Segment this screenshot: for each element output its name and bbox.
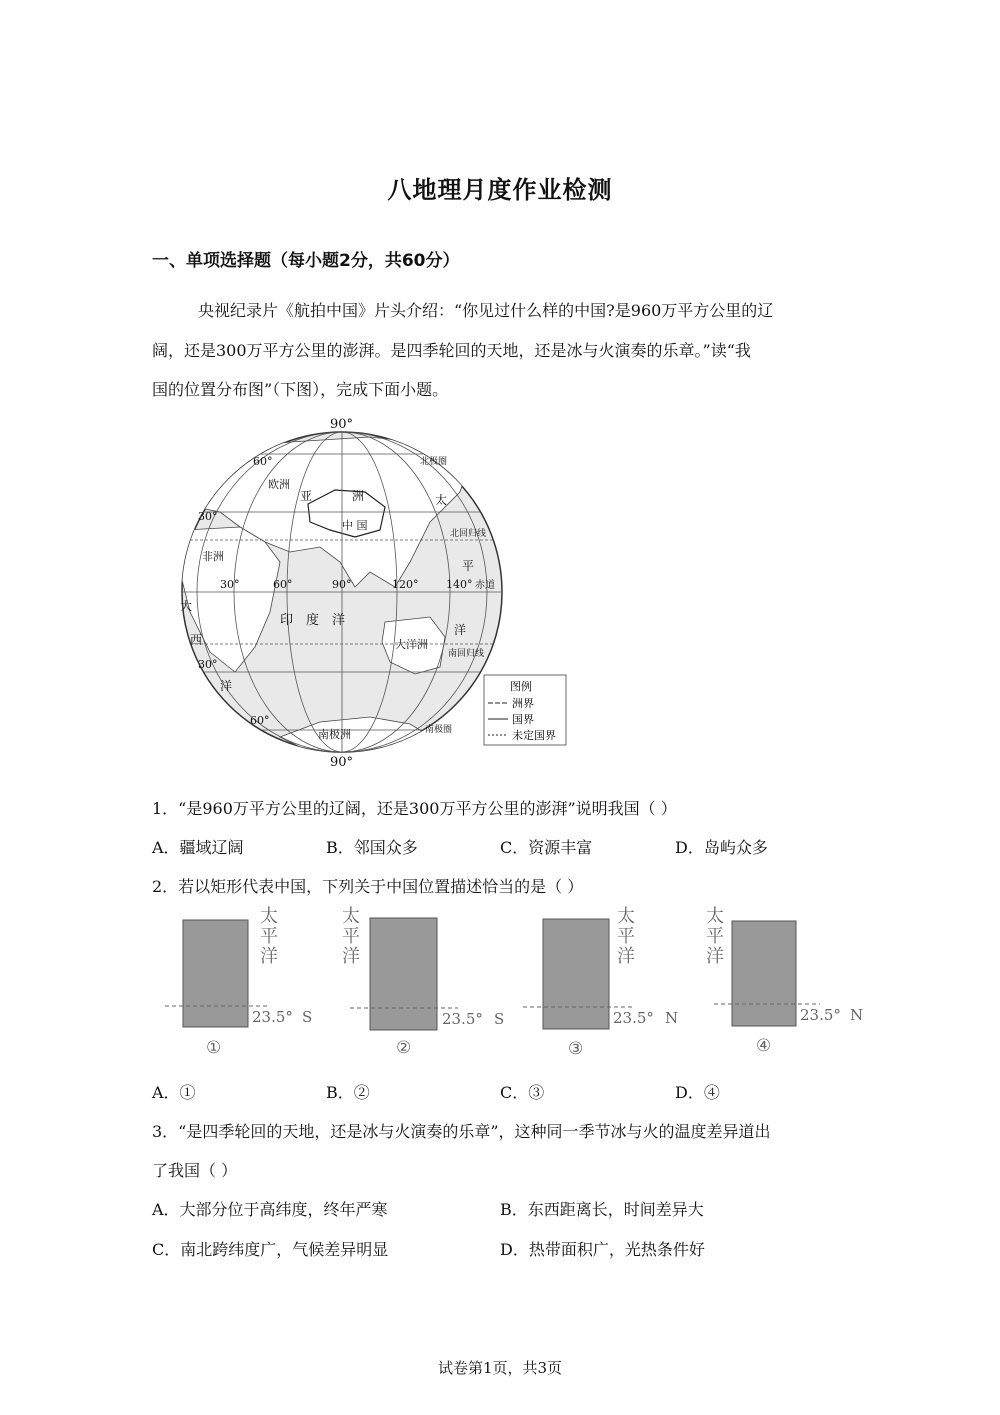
pacific-label-1: 太	[435, 493, 448, 507]
oceania-label: 大洋洲	[395, 638, 428, 651]
asia-label-2: 洲	[352, 489, 365, 503]
question-2-stem: 2．若以矩形代表中国，下列关于中国位置描述恰当的是（ ）	[152, 877, 584, 896]
rect-1-hemisphere: S	[302, 1008, 313, 1026]
china-location-map	[170, 412, 570, 774]
lat-label-30s: 30°	[198, 658, 218, 671]
africa-label: 非洲	[202, 550, 224, 563]
rect-3-ocean-2: 平	[617, 926, 635, 947]
lat-label-bottom: 90°	[330, 755, 354, 770]
rect-2-ocean-1: 太	[342, 906, 360, 927]
rect-4-ocean-3: 洋	[706, 946, 724, 967]
atlantic-label-3: 洋	[220, 679, 233, 693]
arctic-circle-label: 北极圈	[420, 457, 448, 467]
question-3-option-a[interactable]: A．大部分位于高纬度，终年严寒	[152, 1200, 388, 1219]
rect-3-number: ③	[568, 1039, 584, 1059]
lat-label-60s: 60°	[250, 714, 270, 727]
lat-label-top: 90°	[330, 417, 354, 432]
rect-1-ocean-1: 太	[260, 906, 278, 927]
map-legend	[484, 675, 566, 745]
rect-2-number: ②	[396, 1038, 412, 1058]
rect-4-hemisphere: N	[850, 1006, 864, 1024]
rect-4-number: ④	[756, 1036, 772, 1056]
rect-figure-1	[165, 906, 312, 1058]
intro-line-3: 国的位置分布图”（下图），完成下面小题。	[152, 380, 449, 399]
lat-label-60n: 60°	[253, 455, 273, 468]
lon-label-60: 60°	[273, 578, 293, 591]
legend-item-national-border: 国界	[512, 713, 534, 726]
rectangle-figures	[160, 902, 870, 1067]
rect-3-hemisphere: N	[665, 1009, 679, 1027]
rect-4-ocean-1: 太	[706, 906, 724, 927]
china-rectangle-2	[370, 918, 437, 1030]
rect-1-number: ①	[206, 1038, 222, 1058]
intro-line-2: 阔，还是300万平方公里的澎湃。是四季轮回的天地，还是冰与火演奏的乐章。”读“我	[152, 341, 751, 360]
rect-figure-2	[342, 906, 504, 1058]
section-heading: 一、单项选择题（每小题2分，共60分）	[152, 251, 460, 271]
rect-3-ocean-3: 洋	[617, 946, 635, 967]
question-2-option-d[interactable]: D．④	[675, 1083, 720, 1102]
atlantic-label-1: 大	[180, 599, 193, 613]
legend-item-undetermined-border: 未定国界	[512, 729, 556, 742]
legend-title: 图例	[510, 680, 532, 693]
lat-label-30n: 30°	[198, 510, 218, 523]
rect-1-ocean-2: 平	[260, 926, 278, 947]
rect-1-ocean-3: 洋	[260, 946, 278, 967]
question-1-option-c[interactable]: C．资源丰富	[500, 838, 593, 857]
question-3-stem-line-2: 了我国（ ）	[152, 1161, 238, 1180]
question-3-option-c[interactable]: C．南北跨纬度广，气候差异明显	[152, 1240, 389, 1259]
question-2-option-c[interactable]: C．③	[500, 1083, 545, 1102]
lon-label-120: 120°	[392, 578, 419, 591]
china-rectangle-3	[543, 919, 609, 1029]
question-3-option-d[interactable]: D．热带面积广，光热条件好	[500, 1240, 705, 1259]
pacific-label-2: 平	[462, 559, 475, 573]
pacific-label-3: 洋	[454, 623, 467, 637]
question-1-stem: 1．“是960万平方公里的辽阔，还是300万平方公里的澎湃”说明我国（ ）	[152, 799, 677, 818]
page-footer: 试卷第1页，共3页	[437, 1359, 563, 1377]
question-1-option-b[interactable]: B．邻国众多	[326, 838, 418, 857]
lon-label-30: 30°	[220, 578, 240, 591]
antarctica-label: 南极洲	[318, 728, 351, 741]
rect-figure-3	[523, 906, 678, 1059]
rect-4-ocean-2: 平	[706, 926, 724, 947]
lon-label-90: 90°	[332, 578, 352, 591]
page-title: 八地理月度作业检测	[387, 176, 613, 204]
indian-ocean-label: 印 度 洋	[280, 613, 346, 628]
question-2-option-b[interactable]: B．②	[326, 1083, 370, 1102]
asia-label-1: 亚	[300, 489, 313, 503]
antarctic-circle-label: 南极圈	[425, 725, 453, 735]
intro-line-1: 央视纪录片《航拍中国》片头介绍：“你见过什么样的中国?是960万平方公里的辽	[198, 301, 774, 320]
europe-label: 欧洲	[268, 478, 290, 491]
question-1-option-d[interactable]: D．岛屿众多	[675, 838, 768, 857]
rect-figure-4	[706, 906, 863, 1056]
lon-label-140: 140°	[446, 578, 473, 591]
rect-2-ocean-3: 洋	[342, 946, 360, 967]
tropic-capricorn-label: 南回归线	[448, 649, 485, 659]
rect-3-ocean-1: 太	[617, 906, 635, 927]
china-label: 中 国	[342, 519, 368, 532]
atlantic-label-2: 西	[190, 633, 203, 647]
question-3-option-b[interactable]: B．东西距离长，时间差异大	[500, 1200, 704, 1219]
question-1-option-a[interactable]: A．疆域辽阔	[152, 838, 244, 857]
rect-2-ocean-2: 平	[342, 926, 360, 947]
equator-label: 赤道	[475, 580, 495, 591]
question-2-option-a[interactable]: A．①	[152, 1083, 196, 1102]
tropic-cancer-label: 北回归线	[450, 529, 487, 539]
question-3-stem-line-1: 3．“是四季轮回的天地，还是冰与火演奏的乐章”，这种同一季节冰与火的温度差异道出	[152, 1122, 771, 1141]
china-rectangle-4	[732, 921, 796, 1026]
rect-2-line-label: 23.5°	[442, 1010, 483, 1028]
rect-2-hemisphere: S	[494, 1010, 505, 1028]
china-rectangle-1	[183, 920, 248, 1027]
legend-item-continent-border: 洲界	[512, 697, 534, 710]
rect-4-line-label: 23.5°	[800, 1006, 841, 1024]
rect-3-line-label: 23.5°	[613, 1009, 654, 1027]
rect-1-line-label: 23.5°	[252, 1008, 293, 1026]
